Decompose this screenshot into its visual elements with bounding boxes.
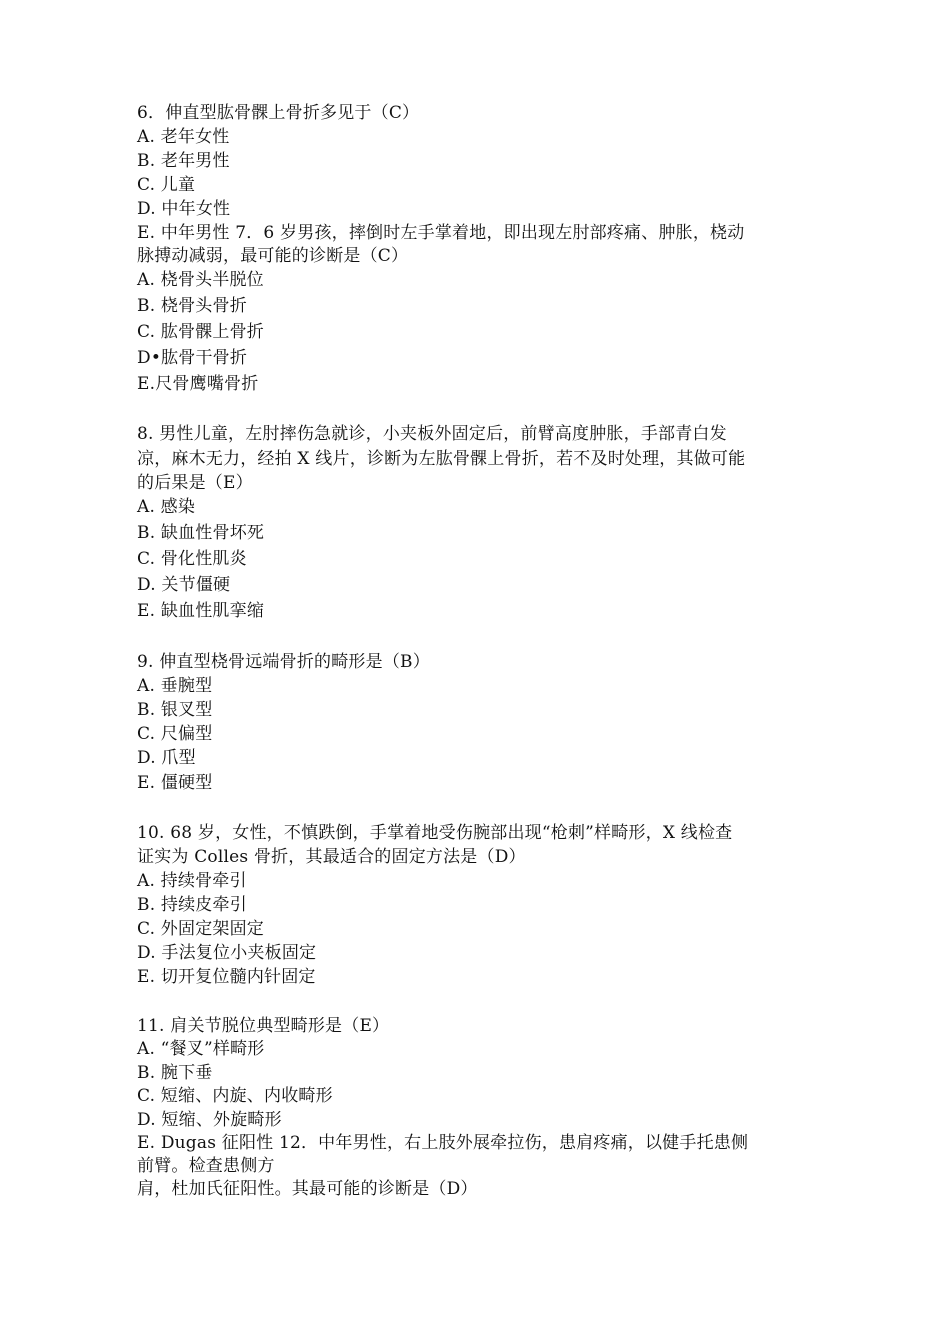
question-8-stem: 8. 男性儿童，左肘摔伤急就诊，小夹板外固定后，前臂高度肿胀，手部青白发 bbox=[137, 424, 727, 444]
option-e-question-12: E. Dugas 征阳性 12．中年男性，右上肢外展牵拉伤，患肩疼痛，以健手托患侧 bbox=[137, 1133, 749, 1153]
question-6-stem: 6．伸直型肱骨髁上骨折多见于（C） bbox=[137, 103, 420, 123]
question-8-stem-end: 的后果是（E） bbox=[137, 473, 253, 493]
question-11-stem: 11. 肩关节脱位典型畸形是（E） bbox=[137, 1016, 390, 1036]
option-e: E. 切开复位髓内针固定 bbox=[137, 967, 316, 987]
option-a: A. 持续骨牵引 bbox=[137, 871, 247, 891]
option-c: C. 儿童 bbox=[137, 175, 196, 195]
option-c: C. 尺偏型 bbox=[137, 724, 213, 744]
question-10-stem-continued: 证实为 Colles 骨折，其最适合的固定方法是（D） bbox=[137, 847, 526, 867]
question-7-stem-continued: 脉搏动减弱，最可能的诊断是（C） bbox=[137, 246, 409, 266]
option-a: A. “餐叉”样畸形 bbox=[137, 1039, 265, 1059]
option-a: A. 垂腕型 bbox=[137, 676, 213, 696]
option-b: B. 腕下垂 bbox=[137, 1063, 213, 1083]
option-a: A. 桡骨头半脱位 bbox=[137, 270, 264, 290]
option-d: D. 中年女性 bbox=[137, 199, 231, 219]
option-d: D•肱骨干骨折 bbox=[137, 348, 248, 368]
question-10-stem: 10. 68 岁，女性，不慎跌倒，手掌着地受伤腕部出现“枪刺”样畸形，X 线检查 bbox=[137, 823, 733, 843]
option-c: C. 肱骨髁上骨折 bbox=[137, 322, 265, 342]
option-b: B. 老年男性 bbox=[137, 151, 230, 171]
option-c: C. 外固定架固定 bbox=[137, 919, 265, 939]
question-9-stem: 9. 伸直型桡骨远端骨折的畸形是（B） bbox=[137, 652, 430, 672]
option-c: C. 短缩、内旋、内收畸形 bbox=[137, 1086, 333, 1106]
option-b: B. 持续皮牵引 bbox=[137, 895, 247, 915]
option-e: E.尺骨鹰嘴骨折 bbox=[137, 374, 259, 394]
option-b: B. 缺血性骨坏死 bbox=[137, 523, 265, 543]
option-d: D. 短缩、外旋畸形 bbox=[137, 1110, 282, 1130]
option-e: E. 缺血性肌挛缩 bbox=[137, 601, 265, 621]
option-d: D. 关节僵硬 bbox=[137, 575, 231, 595]
option-b: B. 银叉型 bbox=[137, 700, 213, 720]
option-d: D. 手法复位小夹板固定 bbox=[137, 943, 317, 963]
question-12-stem-end: 肩，杜加氏征阳性。其最可能的诊断是（D） bbox=[137, 1179, 478, 1199]
question-8-stem-continued: 凉，麻木无力，经拍 X 线片，诊断为左肱骨髁上骨折，若不及时处理，其做可能 bbox=[137, 449, 746, 469]
option-e-question-7: E. 中年男性 7．6 岁男孩，摔倒时左手掌着地，即出现左肘部疼痛、肿胀，桡动 bbox=[137, 223, 745, 243]
option-e: E. 僵硬型 bbox=[137, 773, 213, 793]
question-12-stem-continued: 前臂。检查患侧方 bbox=[137, 1156, 275, 1176]
option-a: A. 老年女性 bbox=[137, 127, 230, 147]
option-d: D. 爪型 bbox=[137, 748, 196, 768]
option-c: C. 骨化性肌炎 bbox=[137, 549, 247, 569]
option-a: A. 感染 bbox=[137, 497, 196, 517]
option-b: B. 桡骨头骨折 bbox=[137, 296, 247, 316]
